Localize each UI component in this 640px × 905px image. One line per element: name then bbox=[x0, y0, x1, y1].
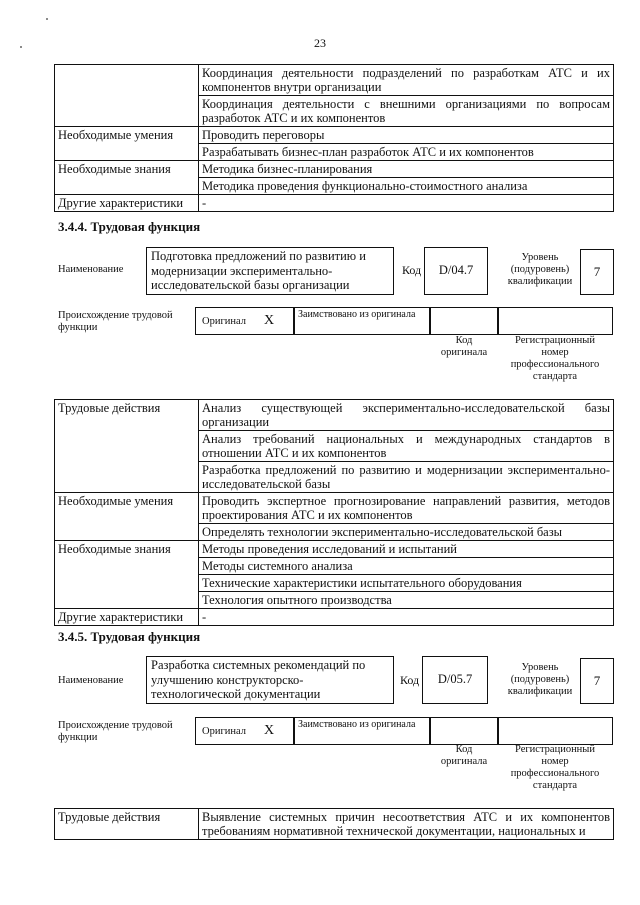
row-label: Другие характеристики bbox=[55, 195, 199, 212]
row-label: Необходимые знания bbox=[55, 541, 199, 609]
table-row bbox=[55, 65, 614, 96]
level-box bbox=[580, 249, 614, 295]
level-value: 7 bbox=[593, 673, 601, 688]
row-value: Методика проведения функционально-стоимостного анализа bbox=[199, 178, 614, 195]
table-row bbox=[55, 609, 614, 626]
row-value: Технические характеристики испытательного оборудования bbox=[199, 575, 614, 592]
section-title: 3.4.5. Трудовая функция bbox=[58, 629, 201, 644]
section-344-table bbox=[54, 399, 614, 626]
row-value: Разрабатывать бизнес-план разработок АТС и их компонентов bbox=[199, 144, 614, 161]
function-name-box bbox=[146, 656, 394, 704]
code-label: Код bbox=[402, 263, 422, 277]
table-row bbox=[55, 195, 614, 212]
reg-number-caption: Регистрационный номер профессионального стандарта bbox=[510, 335, 600, 382]
row-label bbox=[55, 65, 199, 127]
code-box bbox=[422, 656, 488, 704]
row-value: Методы системного анализа bbox=[199, 558, 614, 575]
original-mark: X bbox=[264, 313, 275, 328]
origin-code-cell bbox=[429, 307, 499, 335]
row-value: Разработка предложений по развитию и модернизации экспериментально-исследовательской базы bbox=[199, 462, 614, 493]
origin-borrowed-cell bbox=[293, 717, 431, 745]
original-mark: X bbox=[264, 723, 275, 738]
row-label: Трудовые действия bbox=[55, 400, 199, 493]
level-label: Уровень (подуровень) квалификации bbox=[507, 252, 573, 287]
table-row bbox=[55, 493, 614, 524]
origin-label: Происхождение трудовой функции bbox=[58, 720, 173, 743]
origin-original-cell bbox=[195, 717, 295, 745]
code-box bbox=[424, 247, 488, 295]
row-value: Технология опытного производства bbox=[199, 592, 614, 609]
row-value: Определять технологии экспериментально-исследовательской базы bbox=[199, 524, 614, 541]
row-value: - bbox=[199, 609, 614, 626]
section-title: 3.4.4. Трудовая функция bbox=[58, 219, 201, 234]
level-label: Уровень (подуровень) квалификации bbox=[507, 662, 573, 697]
reg-number-caption: Регистрационный номер профессионального стандарта bbox=[510, 744, 600, 791]
row-label: Необходимые умения bbox=[55, 493, 199, 541]
level-box bbox=[580, 658, 614, 704]
function-name-box bbox=[146, 247, 394, 295]
table-row bbox=[55, 161, 614, 178]
function-code: D/04.7 bbox=[438, 263, 474, 277]
row-value: - bbox=[199, 195, 614, 212]
table-row bbox=[55, 400, 614, 431]
row-value: Методы проведения исследований и испытаний bbox=[199, 541, 614, 558]
table-row bbox=[55, 541, 614, 558]
code-label: Код bbox=[400, 673, 420, 687]
row-value: Проводить переговоры bbox=[199, 127, 614, 144]
name-label: Наименование bbox=[58, 264, 124, 275]
row-label: Трудовые действия bbox=[55, 809, 199, 840]
function-name: Разработка системных рекомендаций по улучшению конструкторско-технологической документации bbox=[151, 658, 366, 701]
origin-reg-cell bbox=[497, 307, 613, 335]
row-value: Анализ существующей экспериментально-исследовательской базы организации bbox=[199, 400, 614, 431]
row-value: Методика бизнес-планирования bbox=[199, 161, 614, 178]
origin-reg-cell bbox=[497, 717, 613, 745]
origin-label: Происхождение трудовой функции bbox=[58, 310, 173, 333]
function-code: D/05.7 bbox=[437, 672, 473, 686]
origin-borrowed-cell bbox=[293, 307, 431, 335]
code-original-caption: Код оригинала bbox=[440, 335, 488, 358]
level-value: 7 bbox=[593, 264, 601, 279]
origin-original-cell bbox=[195, 307, 295, 335]
row-label: Другие характеристики bbox=[55, 609, 199, 626]
borrowed-label: Заимствовано из оригинала bbox=[298, 719, 416, 730]
top-table bbox=[54, 64, 614, 212]
row-value: Координация деятельности подразделений по разработкам АТС и их компонентов внутри организации bbox=[199, 65, 614, 96]
table-row bbox=[55, 127, 614, 144]
row-value: Проводить экспертное прогнозирование направлений развития, методов проектирования АТС и их компонентов bbox=[199, 493, 614, 524]
section-345-table bbox=[54, 808, 614, 840]
row-value: Координация деятельности с внешними организациями по вопросам разработок АТС и их компонентов bbox=[199, 96, 614, 127]
name-label: Наименование bbox=[58, 675, 124, 686]
scan-mark bbox=[46, 18, 48, 20]
original-label: Оригинал bbox=[202, 316, 246, 327]
code-original-caption: Код оригинала bbox=[440, 744, 488, 767]
page-number: 23 bbox=[314, 36, 326, 50]
row-value: Анализ требований национальных и международных стандартов в отношении АТС и их компонентов bbox=[199, 431, 614, 462]
origin-code-cell bbox=[429, 717, 499, 745]
original-label: Оригинал bbox=[202, 726, 246, 737]
row-value: Выявление системных причин несоответствия АТС и их компонентов требованиям нормативной технической документации, национальных и bbox=[199, 809, 614, 840]
row-label: Необходимые знания bbox=[55, 161, 199, 195]
row-label: Необходимые умения bbox=[55, 127, 199, 161]
table-row bbox=[55, 809, 614, 840]
borrowed-label: Заимствовано из оригинала bbox=[298, 309, 416, 320]
function-name: Подготовка предложений по развитию и модернизации экспериментально-исследовательской базы организации bbox=[151, 249, 366, 292]
